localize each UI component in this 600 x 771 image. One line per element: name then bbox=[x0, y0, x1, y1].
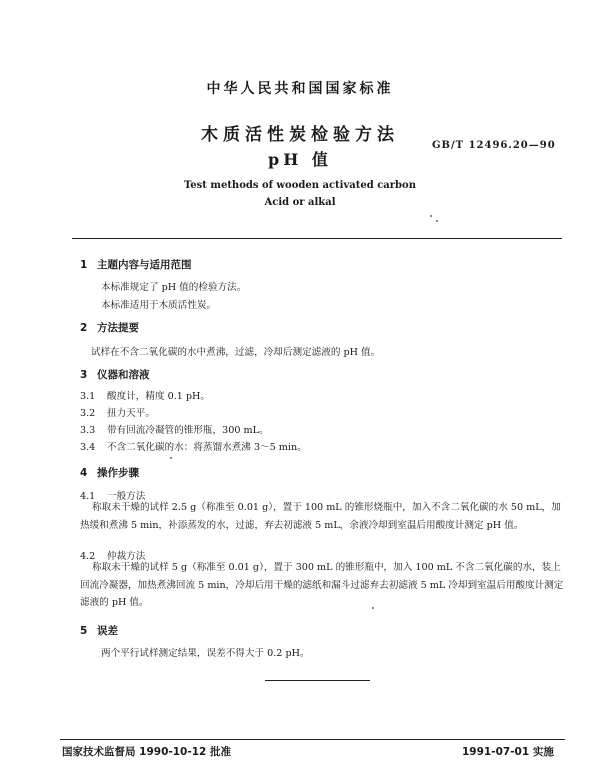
section-title: 方法提要 bbox=[97, 322, 139, 334]
item-text: 不含二氧化碳的水：将蒸馏水煮沸 3～5 min。 bbox=[107, 442, 307, 453]
item-number: 3.3 bbox=[80, 425, 96, 436]
subsection-number: 4.1 bbox=[80, 491, 96, 502]
section-2-line-1: 试样在不含二氧化碳的水中煮沸，过滤，冷却后测定滤液的 pH 值。 bbox=[91, 347, 381, 358]
approval-date: 国家技术监督局 1990-10-12 批准 bbox=[62, 746, 231, 758]
section-5-line-1: 两个平行试样测定结果，误差不得大于 0.2 pH。 bbox=[101, 648, 310, 659]
english-title: Test methods of wooden activated carbon bbox=[183, 180, 416, 191]
standard-category: 中华人民共和国国家标准 bbox=[206, 81, 394, 97]
footer-divider bbox=[60, 739, 565, 740]
section-3-heading bbox=[80, 367, 150, 382]
section-3-item bbox=[80, 388, 210, 402]
section-4-heading bbox=[80, 465, 139, 480]
item-text: 扭力天平。 bbox=[107, 408, 155, 419]
subsection-title: 仲裁方法 bbox=[107, 551, 146, 562]
document-title: 木质活性炭检验方法 bbox=[201, 125, 399, 145]
section-1-line-2: 本标准适用于木质活性炭。 bbox=[101, 300, 217, 311]
section-title: 操作步骤 bbox=[97, 467, 139, 479]
item-text: 带有回流冷凝管的锥形瓶，300 mL。 bbox=[107, 425, 269, 436]
section-title: 主题内容与适用范围 bbox=[97, 259, 192, 271]
section-3-item bbox=[80, 422, 269, 436]
section-1-line-1: 本标准规定了 pH 值的检验方法。 bbox=[101, 282, 247, 293]
section-3-item bbox=[80, 405, 155, 419]
english-subtitle: Acid or alkal bbox=[264, 197, 336, 208]
section-title: 仪器和溶液 bbox=[97, 369, 150, 381]
section-title: 误差 bbox=[97, 625, 118, 637]
subsection-4-2-text: 称取未干燥的试样 5 g（称准至 0.01 g），置于 300 mL 的锥形瓶中，加入 100 mL 不含二氧化碳的水，装上回流冷凝器，加热煮沸回流 5 min，冷却后用干燥的滤纸和漏斗过滤弃去初滤液 5 mL 冷却到室温后用酸度计测定滤液的 pH 值。 bbox=[80, 562, 564, 609]
item-number: 3.4 bbox=[80, 442, 96, 453]
scan-speck bbox=[430, 215, 432, 217]
standard-code: GB/T 12496.20—90 bbox=[432, 140, 556, 151]
section-number: 4 bbox=[80, 467, 88, 479]
item-number: 3.1 bbox=[80, 391, 96, 402]
section-5-heading bbox=[80, 623, 118, 638]
end-separator bbox=[265, 680, 370, 681]
implementation-date: 1991-07-01 实施 bbox=[462, 746, 554, 758]
section-number: 1 bbox=[80, 259, 88, 271]
section-number: 2 bbox=[80, 322, 88, 334]
item-number: 3.2 bbox=[80, 408, 96, 419]
header-divider bbox=[72, 238, 562, 239]
scan-speck bbox=[170, 457, 172, 459]
section-3-item bbox=[80, 439, 307, 453]
document-subtitle: pH 值 bbox=[268, 150, 332, 169]
section-number: 5 bbox=[80, 625, 88, 637]
section-2-heading bbox=[80, 320, 139, 335]
item-text: 酸度计，精度 0.1 pH。 bbox=[107, 391, 211, 402]
subsection-title: 一般方法 bbox=[107, 491, 146, 502]
scan-speck bbox=[436, 220, 438, 222]
section-1-heading bbox=[80, 257, 192, 272]
scan-speck bbox=[372, 607, 374, 609]
subsection-number: 4.2 bbox=[80, 551, 96, 562]
subsection-4-1-text: 称取未干燥的试样 2.5 g（称准至 0.01 g），置于 100 mL 的锥形烧瓶中，加入不含二氧化碳的水 50 mL，加热缓和煮沸 5 min，补添蒸发的水，过滤，弃去初滤液 5 mL，余液冷却到室温后用酸度计测定 pH 值。 bbox=[80, 502, 561, 531]
section-number: 3 bbox=[80, 369, 88, 381]
